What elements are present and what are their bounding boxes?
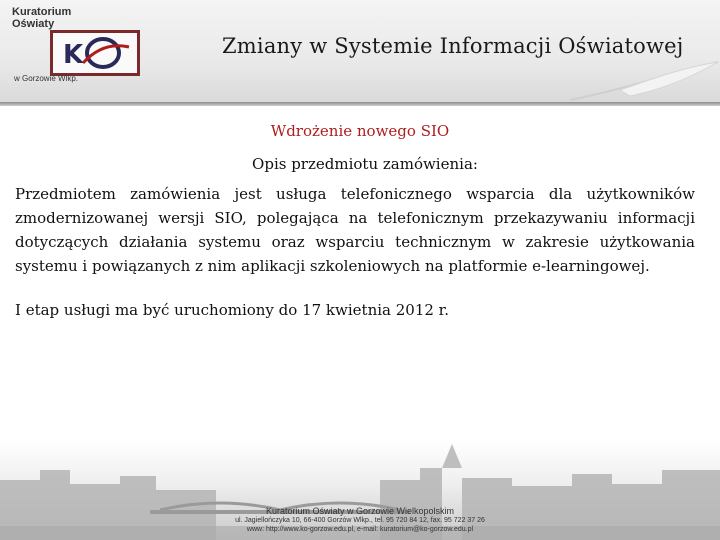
footer-contact — [190, 506, 530, 534]
footer-web: www: http://www.ko-gorzow.edu.pl, e-mail: kuratorium@ko-gorzow.edu.pl — [246, 526, 474, 533]
logo-line1: Kuratorium — [12, 6, 72, 18]
quill-icon — [560, 60, 720, 104]
page-title: Zmiany w Systemie Informacji Oświatowej — [222, 34, 684, 58]
description-paragraph: Przedmiotem zamówienia jest usługa telefonicznego wsparcia dla użytkowników zmodernizowanej wersji SIO, polegająca na telefonicznym przekazywaniu informacji dotyczących działania systemu oraz wsparciu technicznym w zakresie użytkowania systemu i powiązanych z nim aplikacji szkoleniowych na platformie e-learningowej. — [15, 185, 695, 275]
slide-subtitle: Wdrożenie nowego SIO — [270, 122, 450, 140]
logo-emblem — [50, 30, 140, 76]
logo-text — [12, 6, 71, 30]
svg-text:K: K — [63, 40, 84, 70]
ko-emblem-icon — [53, 33, 137, 73]
logo-line2: Oświaty — [12, 18, 55, 30]
footer-address: ul. Jagiellończyka 10, 66-400 Gorzów Wlkp., tel. 95 720 84 12, fax. 95 722 37 26 — [235, 517, 485, 524]
logo-line3: w Gorzowie Wlkp. — [14, 74, 79, 83]
footer-institution: Kuratorium Oświaty w Gorzowie Wielkopolskim — [265, 506, 455, 516]
deadline-note: I etap usługi ma być uruchomiony do 17 kwietnia 2012 r. — [15, 301, 449, 319]
kuratorium-logo — [6, 4, 140, 84]
section-heading: Opis przedmiotu zamówienia: — [252, 155, 478, 173]
